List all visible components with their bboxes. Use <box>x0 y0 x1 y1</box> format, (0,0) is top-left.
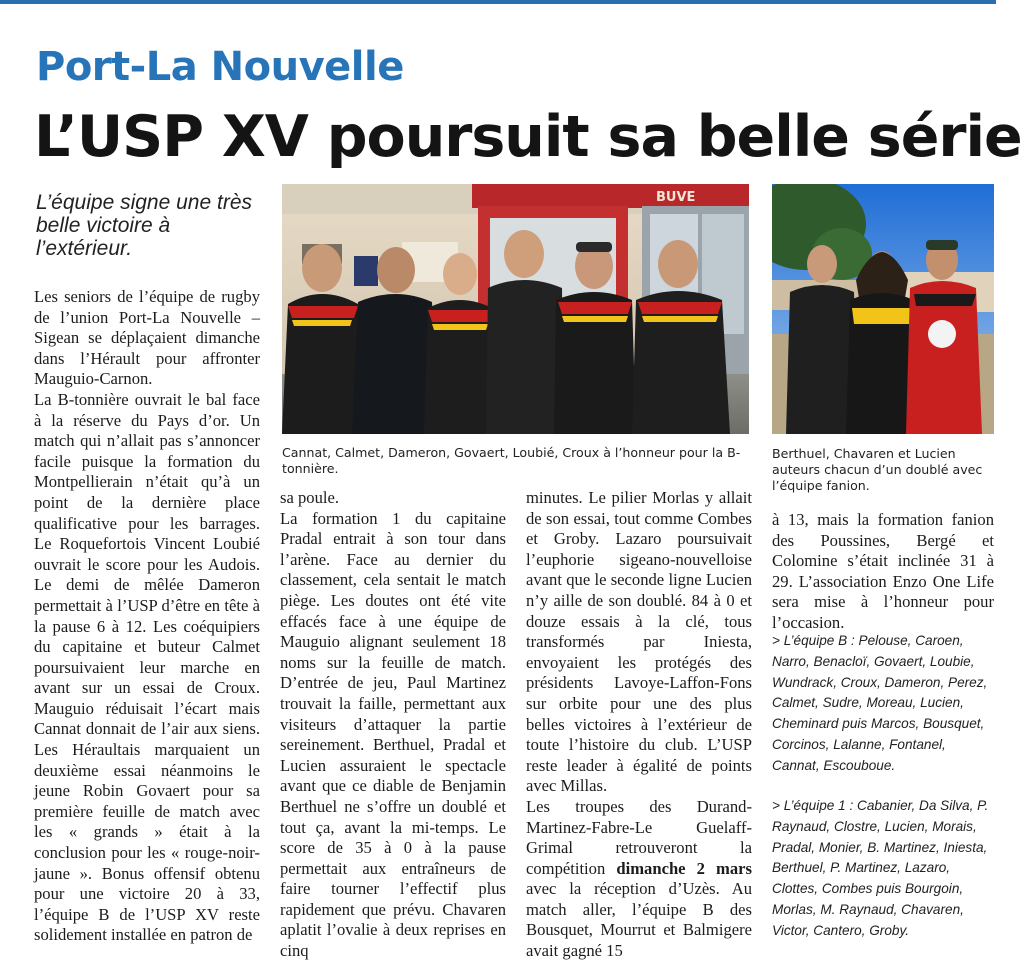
paragraph-team-b: La B-tonnière ouvrait le bal face à la réserve du Pays d’or. Un match qui n’allait pas s’annoncer facile puisque la formation du Montpellierain n’était qu’à un point de la dernière place qualificative pour les barrages. Le Roquefortois Vincent Loubié ouvrait le score pour les Audois. Le demi de mêlée Dameron permettait à l’USP d’être en tête à la pause 6 à 12. Les coéquipiers du capitaine et buteur Calmet poursuivaient leur marche en avant sur un essai de Croux. Mauguio réduisait l’écart mais Cannat donnait de l’air aux siens. Les Héraultais marquaient un deuxième essai néanmoins le jeune Robin Govaert pour sa première feuille de match avec les « grands » était à la conclusion pour les « rouge-noir-jaune ». Bonus offensif obtenu pour une victoire 20 à 33, l’équipe B de l’USP XV reste solidement installée en patron de <box>34 389 260 945</box>
buvette-sign: BUVE <box>656 190 696 205</box>
three-players <box>786 240 982 434</box>
paragraph-continued: sa poule. <box>280 488 339 507</box>
article-column-1 <box>34 287 260 946</box>
paragraph-score: minutes. Le pilier Morlas y allait de son essai, tout comme Combes et Groby. Lazaro poursuivait l’euphorie sigeano-nouvelloise avant que le seconde ligne Lucien n’y aille de son doublé. 84 à 0 et douze essais à la clé, tous transformés par Iniesta, envoyaient les protégés des présidents Lavoye-Laffon-Fons sur orbite pour une des plus belles victoires à l’extérieur de toute l’histoire du club. L’USP reste leader à égalité de points avec Millas. <box>526 488 752 796</box>
section-kicker: Port-La Nouvelle <box>36 44 404 90</box>
lineup-team-b: > L’équipe B : Pelouse, Caroen, Narro, Benacloï, Govaert, Loubie, Wundrack, Croux, Dameron, Perez, Calmet, Sudre, Moreau, Lucien, Cheminard puis Marcos, Bousquet, Corcinos, Lalanne, Fontanel, Cannat, Escouboue. <box>772 633 988 773</box>
article-headline: L’USP XV poursuit sa belle série <box>34 104 1022 170</box>
paragraph-intro: Les seniors de l’équipe de rugby de l’union Port-La Nouvelle – Sigean se déplaçaient dimanche dans l’Hérault pour affronter Mauguio-Carnon. <box>34 287 260 389</box>
lineup-team-1: > L’équipe 1 : Cabanier, Da Silva, P. Raynaud, Clostre, Lucien, Morais, Pradal, Monier, B. Martinez, Iniesta, Berthuel, P. Martinez, Lazaro, Clottes, Combes puis Bourgoin, Morlas, M. Raynaud, Chavaren, Victor, Cantero, Groby. <box>772 798 989 938</box>
next-match-date: dimanche 2 mars <box>616 858 752 878</box>
next-match-text-end: avec la réception d’Uzès. Au match aller, l’équipe B des Bousquet, Mourrut et Balmigere avait gagné 15 <box>526 879 752 961</box>
first-team-photo <box>772 184 994 434</box>
next-match-text: Les troupes des Durand-Martinez-Fabre-Le Guelaff-Grimal retrouveront la compétition <box>526 796 752 878</box>
photo2-caption: Berthuel, Chavaren et Lucien auteurs chacun d’un doublé avec l’équipe fanion. <box>772 446 983 493</box>
paragraph-next-match <box>526 797 752 962</box>
article-standfirst: L’équipe signe une très belle victoire à l’extérieur. <box>36 191 252 260</box>
article-column-4 <box>772 510 994 634</box>
article-column-2 <box>280 488 506 962</box>
paragraph-aller: à 13, mais la formation fanion des Poussines, Bergé et Colomine s’était inclinée 31 à 29. L’association Enzo One Life sera mise à l’honneur pour l’occasion. <box>772 510 994 632</box>
photo1-caption: Cannat, Calmet, Dameron, Govaert, Loubié, Croux à l’honneur pour la B-tonnière. <box>282 445 741 476</box>
paragraph-team-1: La formation 1 du capitaine Pradal entrait à son tour dans l’arène. Face au dernier du classement, cela sentait le match piège. Les doutes ont été vite effacés face à une équipe de Mauguio alignant seulement 18 noms sur la feuille de match. D’entrée de jeu, Paul Martinez trouvait la faille, permettant aux visiteurs d’attaquer la partie sereinement. Berthuel, Pradal et Lucien assuraient le spectacle avant que ce diable de Benjamin Berthuel ne s’offre un doublé et tout ça, avant la mi-temps. Le score de 35 à 0 à la pause permettait aux entraîneurs de faire tourner l’effectif plus rapidement que prévu. Chavaren aplatit l’ovalie à deux reprises en cinq <box>280 508 506 961</box>
top-rule <box>0 0 996 4</box>
team-b-photo <box>282 184 749 434</box>
article-column-3 <box>526 488 752 962</box>
